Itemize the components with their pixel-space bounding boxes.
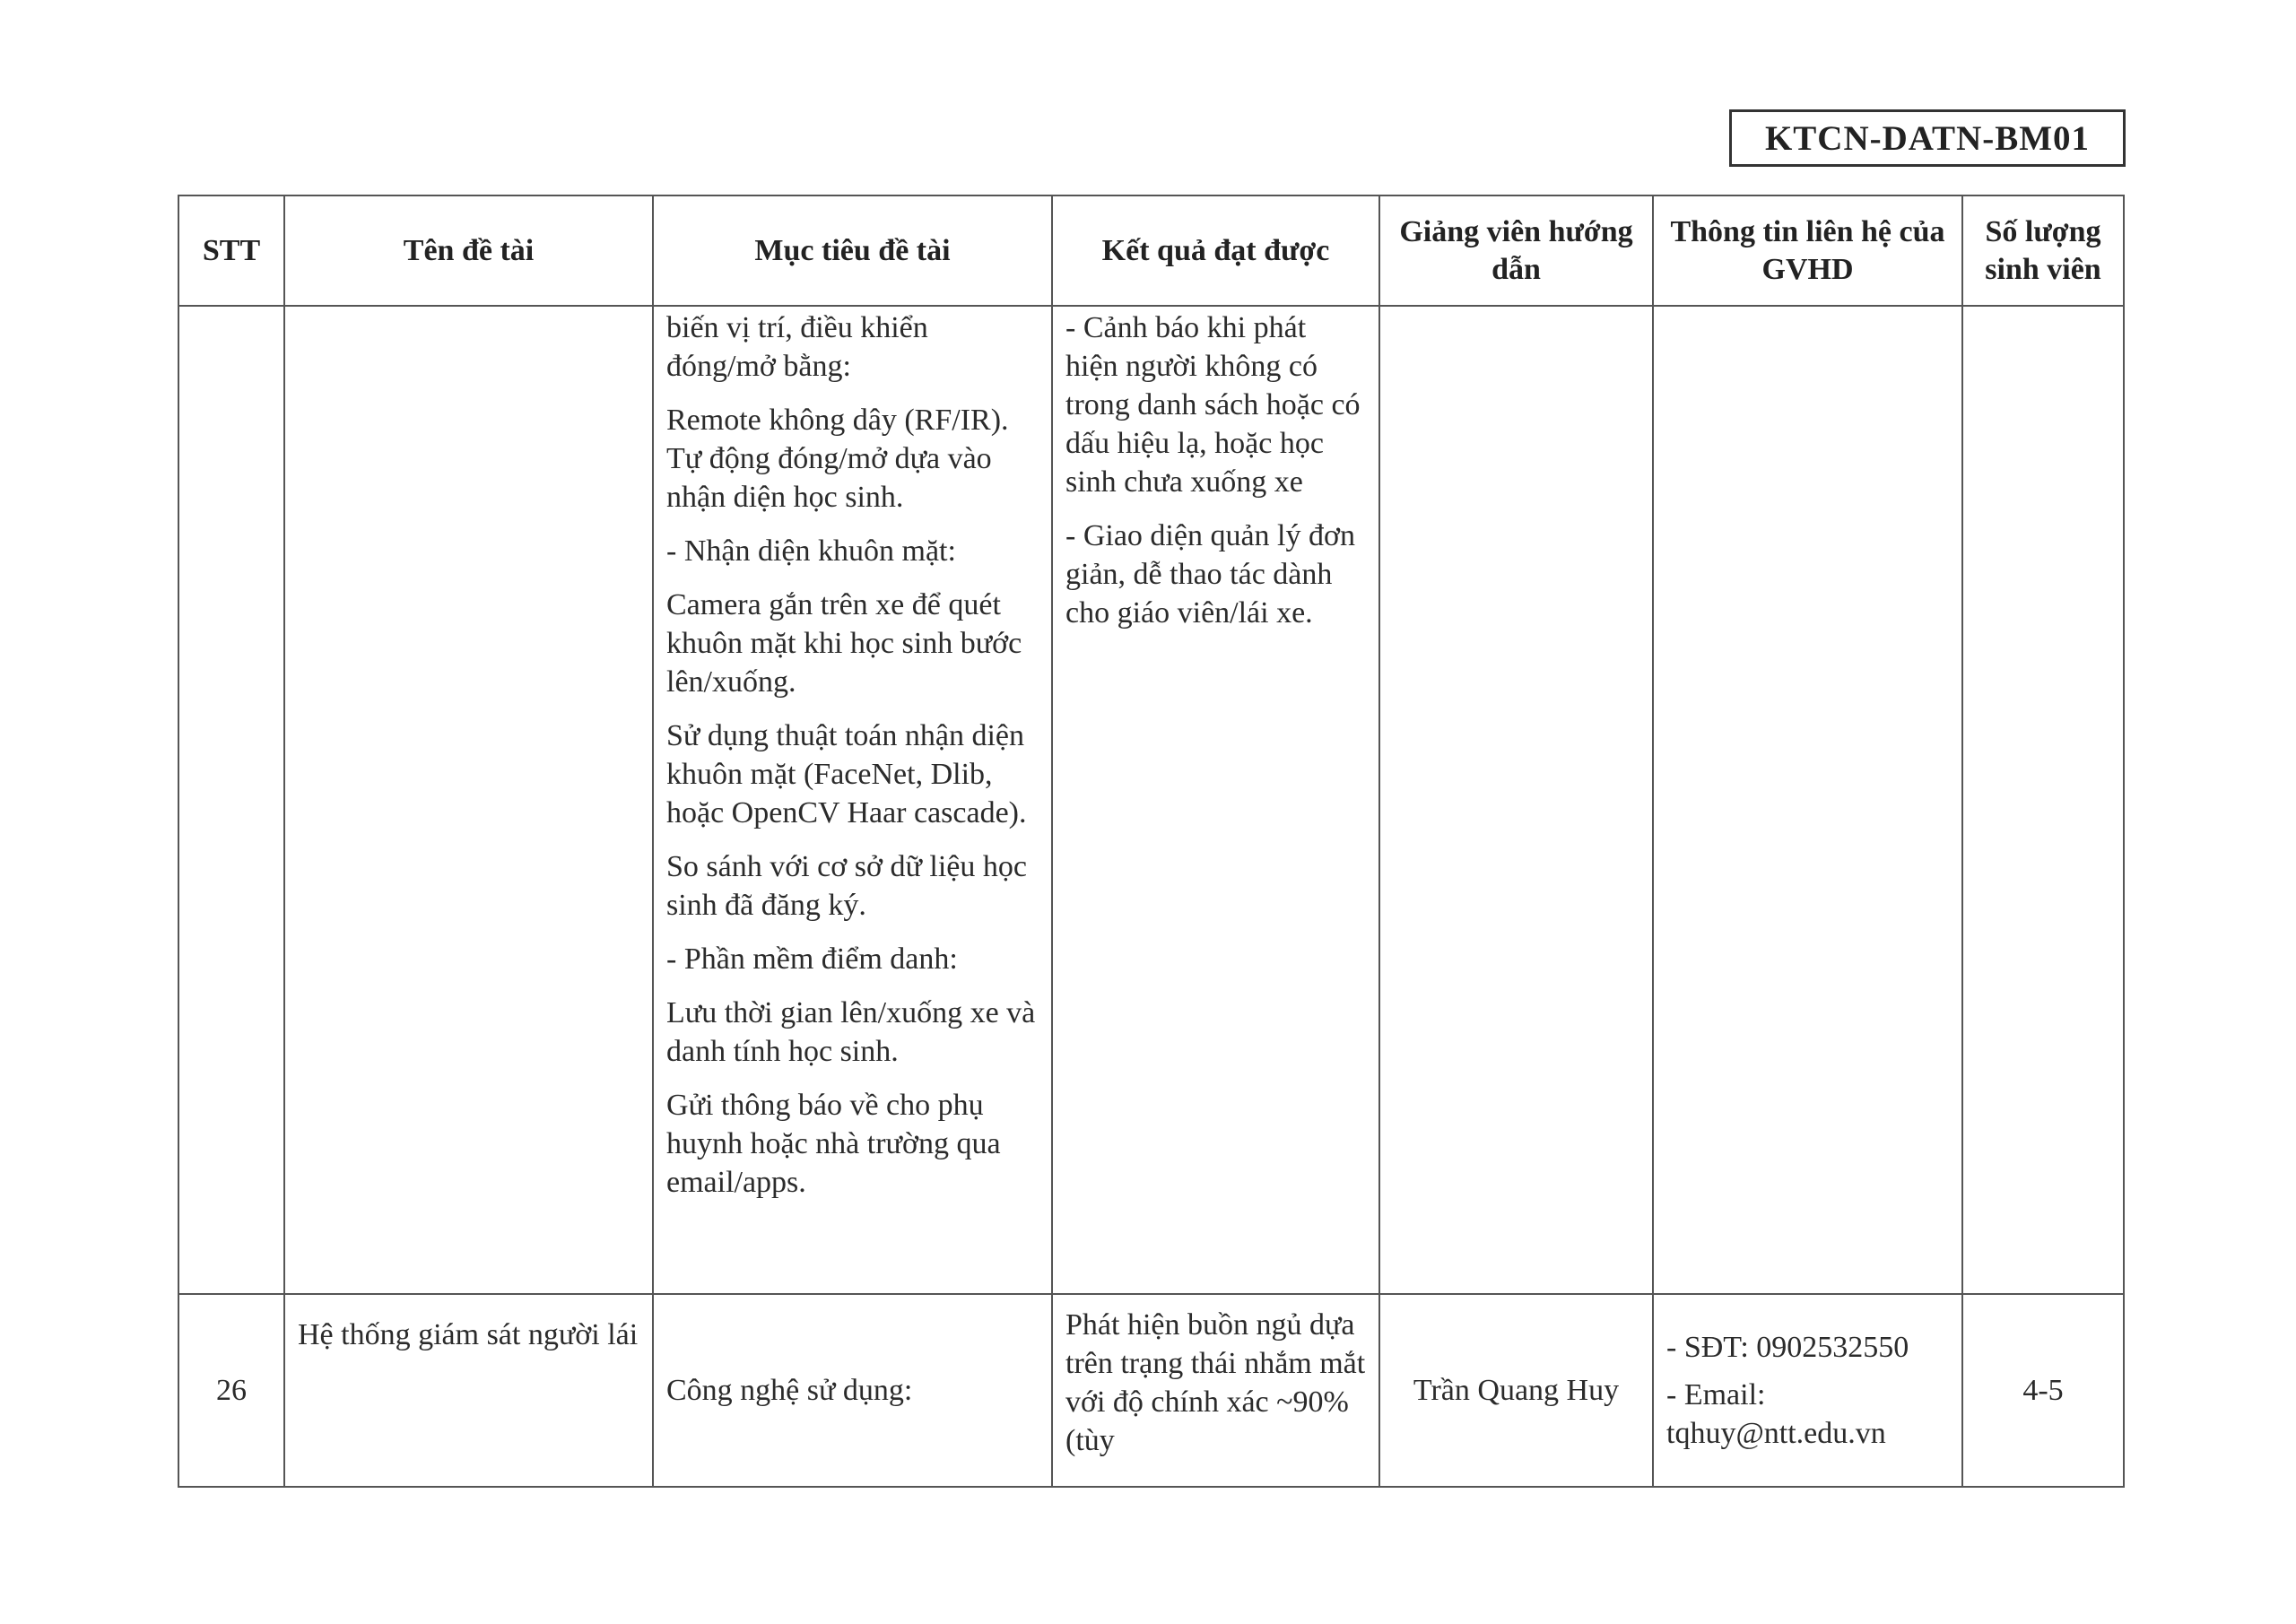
- student-count-cell: [1962, 306, 2124, 1294]
- result-paragraph: - Giao diện quản lý đơn giản, dễ thao tác dành cho giáo viên/lái xe.: [1065, 519, 1355, 630]
- objective-paragraph: So sánh với cơ sở dữ liệu học sinh đã đăng ký.: [666, 850, 1027, 922]
- objective-paragraph: Camera gắn trên xe để quét khuôn mặt khi học sinh bước lên/xuống.: [666, 588, 1022, 699]
- contact-cell: [1653, 1294, 1962, 1487]
- objective-cell: [653, 306, 1052, 1294]
- objective-paragraph: Remote không dây (RF/IR). Tự động đóng/mở dựa vào nhận diện học sinh.: [666, 404, 1009, 514]
- objective-paragraph: - Phần mềm điểm danh:: [666, 942, 958, 976]
- objective-paragraph: Sử dụng thuật toán nhận diện khuôn mặt (FaceNet, Dlib, hoặc OpenCV Haar cascade).: [666, 719, 1027, 829]
- topic-name-cell: Hệ thống giám sát người lái: [284, 1294, 653, 1487]
- objective-cell: Công nghệ sử dụng:: [653, 1294, 1052, 1487]
- header-objective: Mục tiêu đề tài: [653, 195, 1052, 306]
- header-stt: STT: [178, 195, 284, 306]
- contact-cell: [1653, 306, 1962, 1294]
- result-cell: Phát hiện buồn ngủ dựa trên trạng thái nhắm mắt với độ chính xác ~90% (tùy: [1052, 1294, 1379, 1487]
- document-code: KTCN-DATN-BM01: [1729, 109, 2126, 167]
- topic-name-cell: [284, 306, 653, 1294]
- table-row: [178, 306, 2124, 1294]
- objective-paragraph: biến vị trí, điều khiển đóng/mở bằng:: [666, 311, 928, 383]
- header-result: Kết quả đạt được: [1052, 195, 1379, 306]
- header-student-count: Số lượng sinh viên: [1962, 195, 2124, 306]
- header-contact: Thông tin liên hệ của GVHD: [1653, 195, 1962, 306]
- result-cell: [1052, 306, 1379, 1294]
- supervisor-cell: [1379, 306, 1653, 1294]
- objective-paragraph: Gửi thông báo về cho phụ huynh hoặc nhà trường qua email/apps.: [666, 1089, 1001, 1199]
- stt-cell: [178, 306, 284, 1294]
- table-row: [178, 1294, 2124, 1487]
- objective-paragraph: Lưu thời gian lên/xuống xe và danh tính học sinh.: [666, 996, 1036, 1068]
- header-topic-name: Tên đề tài: [284, 195, 653, 306]
- student-count-cell: 4-5: [1962, 1294, 2124, 1487]
- phone-text: - SĐT: 0902532550: [1666, 1331, 1909, 1364]
- supervisor-cell: Trần Quang Huy: [1379, 1294, 1653, 1487]
- objective-paragraph: - Nhận diện khuôn mặt:: [666, 534, 956, 568]
- header-row: [178, 195, 2124, 306]
- email-text: - Email: tqhuy@ntt.edu.vn: [1666, 1378, 1886, 1450]
- result-paragraph: - Cảnh báo khi phát hiện người không có trong danh sách hoặc có dấu hiệu lạ, hoặc học sinh chưa xuống xe: [1065, 311, 1361, 499]
- header-supervisor: Giảng viên hướng dẫn: [1379, 195, 1653, 306]
- topics-table: [178, 195, 2125, 1488]
- stt-cell: 26: [178, 1294, 284, 1487]
